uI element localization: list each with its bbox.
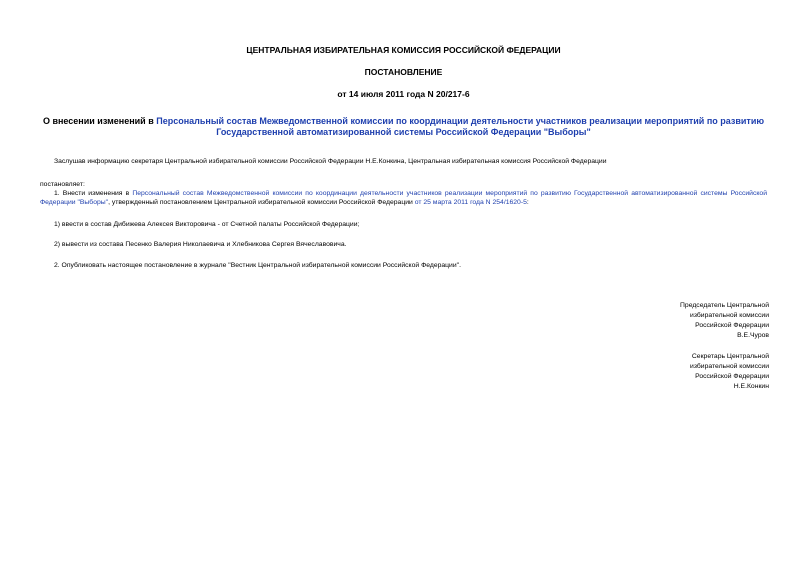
signature-line: Российской Федерации [695,373,769,380]
item-1-prefix: 1. Внести изменения в [54,190,133,197]
preamble-paragraph: Заслушав информацию секретаря Центральной избирательной комиссии Российской Федерации Н.Е.Конкина, Центральная избирательная комиссия Российской Федерации [54,158,607,165]
secretary-signature [690,352,769,392]
document-type: ПОСТАНОВЛЕНИЕ [364,67,443,77]
item-1-middle: , утвержденный постановлением Центральной избирательной комиссии Российской Федерации [108,199,415,206]
heading-prefix: О внесении изменений в [42,116,157,126]
signature-line: Секретарь Центральной [691,353,769,360]
signature-name: Н.Е.Конкин [733,383,769,390]
signature-line: избирательной комиссии [690,363,769,370]
signature-line: избирательной комиссии [690,312,769,319]
resolves-paragraph: постановляет: [40,181,85,188]
item-1-link-2[interactable]: от 25 марта 2011 года N 254/1620-5 [414,199,527,206]
document-date-number: от 14 июля 2011 года N 20/217-6 [337,89,470,99]
organization-title: ЦЕНТРАЛЬНАЯ ИЗБИРАТЕЛЬНАЯ КОМИССИЯ РОССИЙСКОЙ ФЕДЕРАЦИИ [246,45,561,55]
signature-name: В.Е.Чуров [737,332,769,339]
item-2-paragraph: 2. Опубликовать настоящее постановление в журнале "Вестник Центральной избирательной комиссии Российской Федерации". [54,262,461,269]
document-heading [40,116,767,138]
signature-line: Российской Федерации [695,322,769,329]
signature-line: Председатель Центральной [680,302,769,309]
subitem-1-paragraph: 1) ввести в состав Дибижева Алексея Викторовича - от Счетной палаты Российской Федерации; [54,221,360,228]
item-1-paragraph [40,189,767,207]
chair-signature [680,301,769,341]
subitem-2-paragraph: 2) вывести из состава Песенко Валерия Николаевича и Хлебникова Сергея Вячеславовича. [54,241,347,248]
item-1-link[interactable]: Персональный состав Межведомственной комиссии по координации деятельности участников реализации мероприятий по развитию Государственной автоматизированной системы Российской Федерации "Выборы" [40,190,768,206]
item-1-suffix: : [526,199,529,206]
heading-link[interactable]: Персональный состав Межведомственной комиссии по координации деятельности участников реализации мероприятий по развитию Государственной автоматизированной системы Российской Федерации "Выборы" [156,116,765,137]
